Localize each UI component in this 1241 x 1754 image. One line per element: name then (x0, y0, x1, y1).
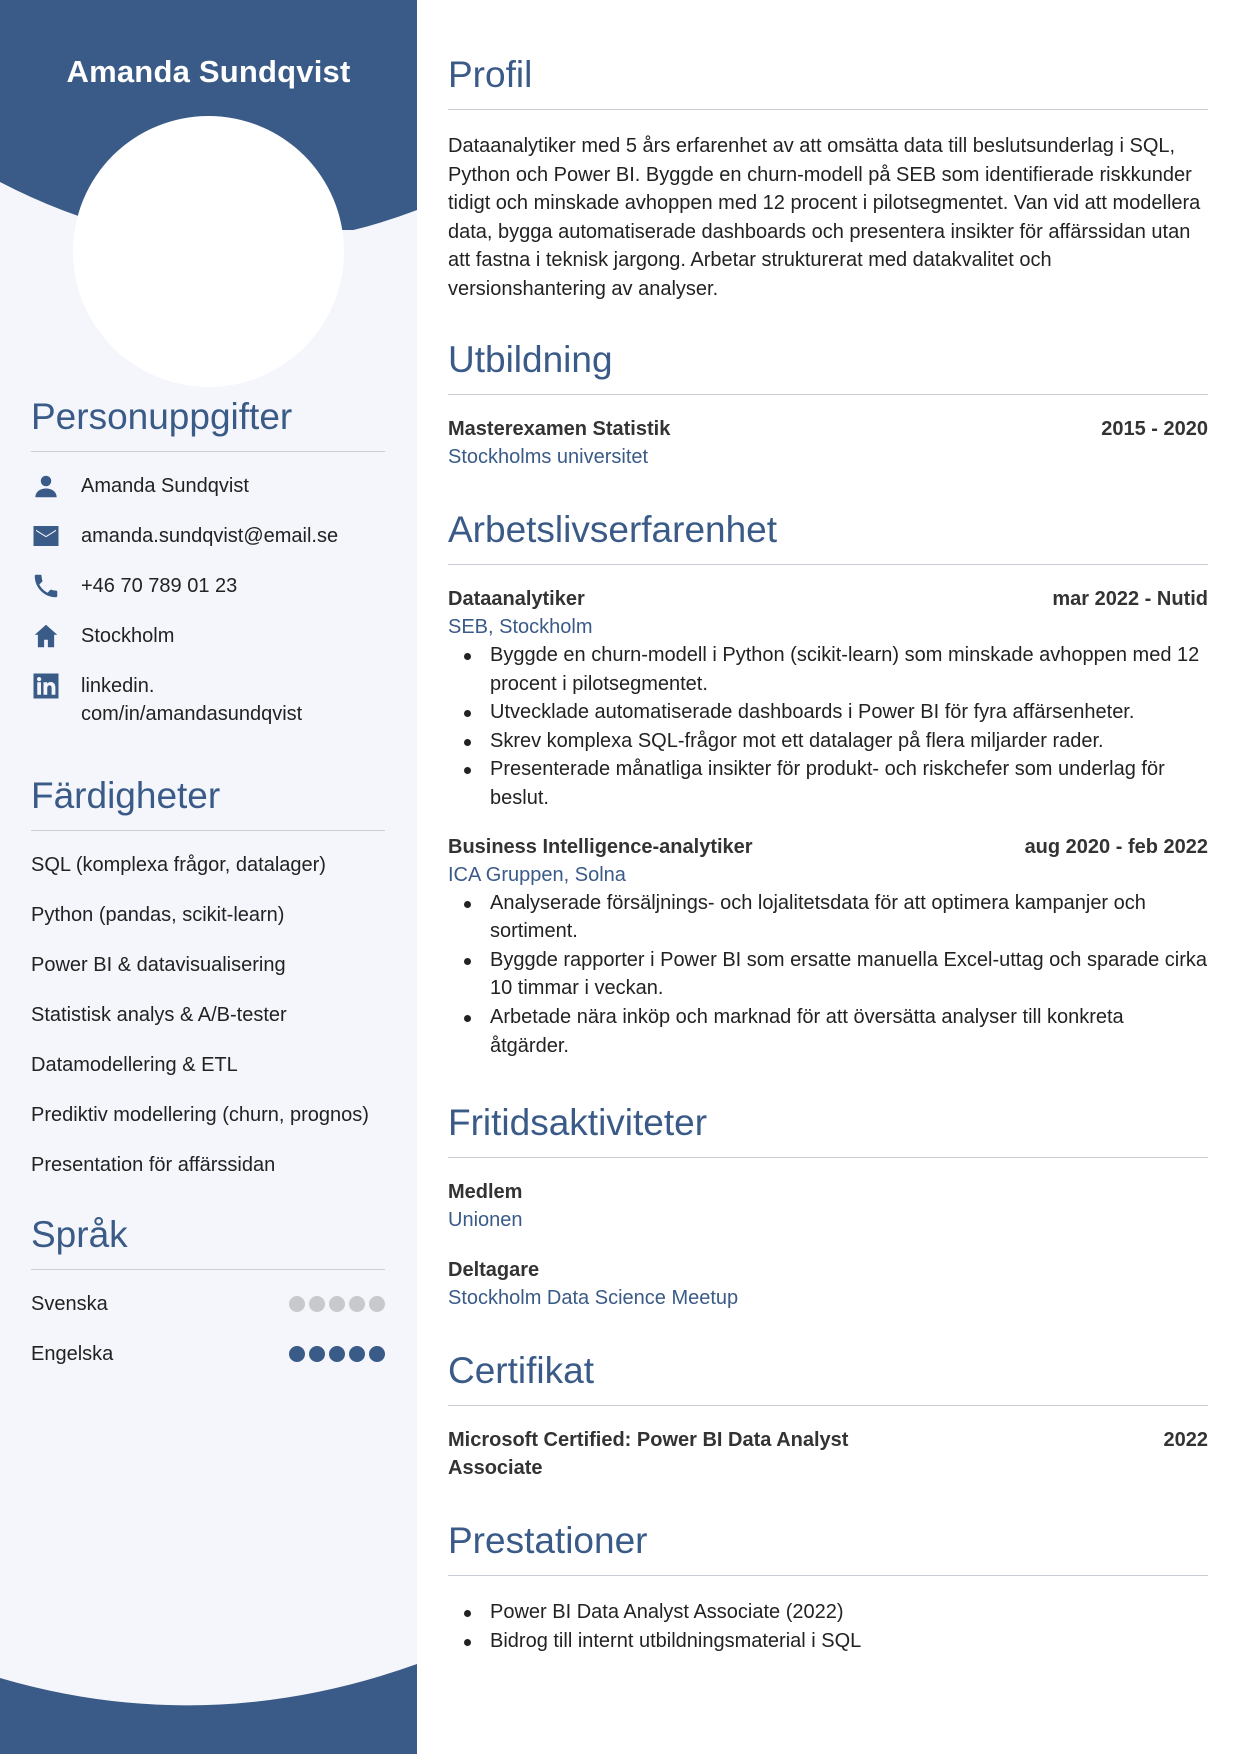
job-bullets (448, 641, 1208, 813)
footer-wave (0, 1664, 417, 1754)
job-bullet: Presenterade månatliga insikter för produkt- och riskchefer som underlag för beslut. (448, 755, 1208, 812)
level-dot-filled (329, 1346, 345, 1362)
job-entry (448, 833, 1208, 1061)
language-name: Svenska (31, 1293, 108, 1315)
certificates-title: Certifikat (448, 1350, 1208, 1406)
hobbies-title: Fritidsaktiviteter (448, 1102, 1208, 1158)
education-entry (448, 415, 1208, 471)
level-dot-filled (309, 1346, 325, 1362)
avatar (73, 116, 344, 387)
job-entry (448, 585, 1208, 813)
level-dot-empty (309, 1296, 325, 1312)
language-level-dots (289, 1296, 385, 1312)
hobbies-section (448, 1102, 1208, 1312)
degree: Masterexamen Statistik (448, 418, 671, 440)
level-dot-filled (369, 1346, 385, 1362)
education-title: Utbildning (448, 339, 1208, 395)
person-icon (31, 472, 63, 500)
language-level-dots (289, 1346, 385, 1362)
level-dot-filled (349, 1346, 365, 1362)
job-bullet: Skrev komplexa SQL-frågor mot ett datalager på flera miljarder rader. (448, 727, 1208, 756)
level-dot-empty (369, 1296, 385, 1312)
contact-email[interactable] (31, 522, 385, 550)
job-bullet: Byggde en churn-modell i Python (scikit-learn) som minskade avhoppen med 12 procent i pilotsegmentet. (448, 641, 1208, 698)
level-dot-filled (289, 1346, 305, 1362)
contact-name (31, 472, 385, 500)
profile-section (448, 54, 1208, 304)
achievement-item: Bidrog till internt utbildningsmaterial i SQL (448, 1627, 1208, 1656)
home-icon (31, 622, 63, 650)
contact-linkedin-text[interactable] (81, 672, 302, 728)
job-bullet: Arbetade nära inköp och marknad för att översätta analyser till konkreta åtgärder. (448, 1003, 1208, 1060)
achievements-title: Prestationer (448, 1520, 1208, 1576)
hobby-role: Medlem (448, 1181, 523, 1203)
phone-icon (31, 572, 63, 600)
job-dates: aug 2020 - feb 2022 (1024, 835, 1208, 858)
skills-section (31, 775, 385, 1179)
level-dot-empty (289, 1296, 305, 1312)
job-company: ICA Gruppen, Solna (448, 863, 626, 886)
skill-item: Python (pandas, scikit-learn) (31, 904, 285, 926)
job-bullet: Analyserade försäljnings- och lojalitetsdata för att optimera kampanjer och sortiment. (448, 889, 1208, 946)
job-dates: mar 2022 - Nutid (1052, 588, 1208, 610)
job-bullets (448, 889, 1208, 1061)
language-row (31, 1290, 385, 1318)
job-bullet: Byggde rapporter i Power BI som ersatte manuella Excel-uttag och sparade cirka 10 timmar i veckan. (448, 946, 1208, 1003)
job-role: Dataanalytiker (448, 588, 585, 610)
languages-title: Språk (31, 1214, 385, 1270)
contact-phone-text[interactable]: +46 70 789 01 23 (81, 575, 238, 597)
skill-item: Presentation för affärssidan (31, 1154, 276, 1176)
hobby-entry (448, 1256, 1208, 1312)
skills-title: Färdigheter (31, 775, 385, 831)
language-row (31, 1340, 385, 1368)
achievements-list (448, 1598, 1208, 1655)
certificates-section (448, 1350, 1208, 1482)
language-name: Engelska (31, 1343, 114, 1365)
experience-title: Arbetslivserfarenhet (448, 509, 1208, 565)
linkedin-icon (31, 672, 63, 700)
experience-section (448, 509, 1208, 1060)
hobby-entry (448, 1178, 1208, 1234)
personal-info-section (31, 396, 385, 728)
skill-item: Power BI & datavisualisering (31, 954, 286, 976)
education-dates: 2015 - 2020 (1101, 418, 1208, 440)
contact-linkedin[interactable] (31, 672, 385, 728)
level-dot-empty (349, 1296, 365, 1312)
contact-name-text: Amanda Sundqvist (81, 475, 249, 497)
contact-location-text: Stockholm (81, 625, 175, 647)
contact-location (31, 622, 385, 650)
skill-item: Datamodellering & ETL (31, 1054, 238, 1076)
skill-item: Prediktiv modellering (churn, prognos) (31, 1104, 369, 1126)
linkedin-line-2: com/in/amandasundqvist (81, 703, 303, 725)
sidebar (0, 0, 417, 1754)
languages-section (31, 1214, 385, 1368)
certificate-name: Microsoft Certified: Power BI Data Analyst Associate (448, 1429, 849, 1479)
job-company: SEB, Stockholm (448, 616, 593, 638)
hobby-role: Deltagare (448, 1259, 540, 1281)
contact-phone[interactable] (31, 572, 385, 600)
education-section (448, 339, 1208, 471)
mail-icon (31, 522, 63, 550)
hobby-org: Stockholm Data Science Meetup (448, 1287, 739, 1309)
achievements-section (448, 1520, 1208, 1655)
achievement-item: Power BI Data Analyst Associate (2022) (448, 1598, 1208, 1627)
certificate-entry (448, 1426, 1208, 1482)
personal-info-title: Personuppgifter (31, 396, 385, 452)
hobby-org: Unionen (448, 1209, 523, 1231)
candidate-name: Amanda Sundqvist (66, 54, 351, 89)
skill-item: SQL (komplexa frågor, datalager) (31, 854, 326, 876)
certificate-year: 2022 (1163, 1429, 1208, 1451)
level-dot-empty (329, 1296, 345, 1312)
school: Stockholms universitet (448, 446, 649, 468)
profile-text: Dataanalytiker med 5 års erfarenhet av att omsätta data till beslutsunderlag i SQL, Python och Power BI. Byggde en churn-modell på SEB som identifierade riskkunder tidigt och minskade avhoppen med 12 procent i pilotsegmentet. Van vid att modellera data, bygga automatiserade dashboards och presentera insikter för affärssidan utan att fastna i teknisk jargong. Arbetar strukturerat med datakvalitet och versionshantering av analyser. (448, 135, 1201, 300)
job-bullet: Utvecklade automatiserade dashboards i Power BI för fyra affärsenheter. (448, 698, 1208, 727)
linkedin-line-1: linkedin. (81, 675, 155, 697)
job-role: Business Intelligence-analytiker (448, 835, 753, 858)
skill-item: Statistisk analys & A/B-tester (31, 1004, 287, 1026)
profile-title: Profil (448, 54, 1208, 110)
contact-email-text[interactable]: amanda.sundqvist@email.se (81, 525, 339, 547)
